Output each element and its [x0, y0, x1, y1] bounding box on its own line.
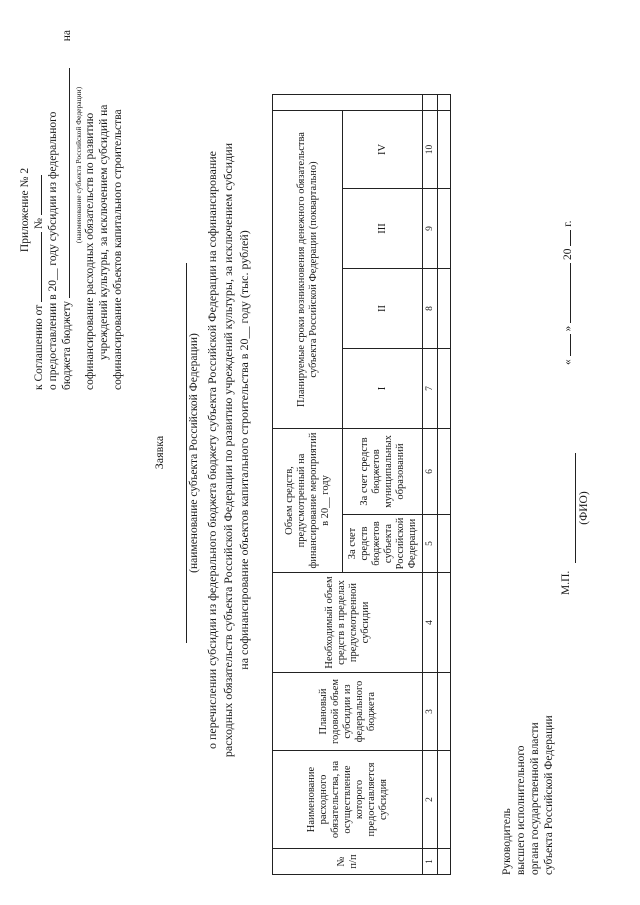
date-day-blank	[570, 334, 571, 356]
header-quarter-3: III	[343, 189, 423, 269]
head-line-1: Руководитель	[501, 808, 513, 875]
column-number: 1	[423, 849, 438, 875]
agreement-date-blank	[41, 232, 42, 302]
header-number: № п/п	[273, 849, 423, 875]
header-municipal-budget: За счет средств бюджетов муниципальных образований	[343, 429, 423, 515]
subject-name-caption: (наименование субъекта Российской Федерации)	[188, 333, 200, 573]
agreement-line	[32, 30, 46, 390]
table-cell	[438, 573, 451, 673]
budget-line	[60, 30, 74, 390]
header-required-volume: Необходимый объем средств в пределах предусмотренной субсидии	[273, 573, 423, 673]
column-number: 6	[423, 429, 438, 515]
date-year-prefix: 20	[562, 248, 574, 260]
column-number: 3	[423, 673, 438, 751]
date-year-suffix: г.	[562, 220, 574, 227]
agreement-number-blank	[41, 175, 42, 215]
table-cell	[438, 751, 451, 849]
fio-underline	[575, 453, 576, 563]
purpose-line-1: о перечислении субсидии из федерального бюджета бюджету субъекта Российской Федерации на софинансирование	[205, 150, 219, 750]
header-quarterly-group: Планируемые сроки возникновения денежного обязательства субъекта Российской Федерации (поквартально)	[273, 111, 343, 429]
subsidy-table	[272, 94, 451, 875]
header-subject-budget: За счет средств бюджетов субъекта Российской Федерации	[343, 515, 423, 573]
construction-line: софинансирование объектов капитального строительства	[112, 109, 124, 390]
subject-name-underline	[186, 263, 187, 643]
date-open-quote: «	[562, 359, 574, 365]
table-header-row-1	[273, 95, 343, 875]
head-line-4: субъекта Российской Федерации	[543, 715, 555, 875]
subsidy-year-line: о предоставлении в 20__ году субсидии из федерального	[47, 111, 59, 390]
column-number: 8	[423, 269, 438, 349]
budget-suffix: на	[61, 30, 73, 42]
column-number: 7	[423, 349, 438, 429]
header-quarter-4: IV	[343, 111, 423, 189]
table-cell	[438, 429, 451, 515]
seal-label: М.П.	[560, 570, 572, 595]
attachment-title: Приложение № 2	[19, 167, 31, 253]
application-purpose	[204, 15, 252, 885]
subject-name-small-caption: (наименование субъекта Российской Федерации)	[74, 86, 83, 244]
table-cell	[438, 189, 451, 269]
fio-caption: (ФИО)	[578, 491, 590, 525]
table-row	[438, 95, 451, 875]
attachment-header	[18, 30, 125, 390]
table-cell	[438, 111, 451, 189]
header-quarter-2: II	[343, 269, 423, 349]
header-planned-volume: Плановый годовой объем субсидии из федерального бюджета	[273, 673, 423, 751]
date-month-blank	[570, 263, 571, 323]
agreement-number-label: №	[33, 218, 45, 230]
column-number-extra	[423, 95, 438, 111]
header-extra-column	[273, 95, 423, 111]
purpose-line-2: расходных обязательств субъекта Российской Федерации по развитию учреждений культуры, за исключением субсидии	[221, 142, 235, 758]
agreement-prefix: к Соглашению от	[33, 304, 45, 390]
table-cell	[438, 673, 451, 751]
culture-line: учреждений культуры, за исключением субсидий на	[98, 104, 110, 360]
header-funding-group: Объем средств, предусмотренный на финансирование мероприятий в 20__ году	[273, 429, 343, 573]
head-of-executive-title	[500, 675, 556, 875]
table-cell	[438, 515, 451, 573]
date-year-blank	[570, 230, 571, 246]
cofinancing-line: софинансирование расходных обязательств по развитию	[84, 112, 96, 390]
table-cell	[438, 849, 451, 875]
column-numbers-row	[423, 95, 438, 875]
table-cell	[438, 349, 451, 429]
table-cell	[438, 95, 451, 111]
header-quarter-1: I	[343, 349, 423, 429]
head-line-3: органа государственной власти	[529, 722, 541, 875]
table-cell	[438, 269, 451, 349]
header-obligation-name: Наименование расходного обязательства, на осуществление которого предоставляется субсидия	[273, 751, 423, 849]
column-number: 10	[423, 111, 438, 189]
column-number: 4	[423, 573, 438, 673]
application-title: Заявка	[152, 435, 166, 470]
head-line-2: высшего исполнительного	[515, 745, 527, 875]
column-number: 5	[423, 515, 438, 573]
signature-date	[562, 220, 574, 365]
column-number: 2	[423, 751, 438, 849]
purpose-line-3: на софинансирование объектов капитального строительства в 20__ году (тыс. рублей)	[237, 230, 251, 670]
date-close-quote: »	[562, 325, 574, 332]
budget-prefix: бюджета бюджету	[61, 301, 73, 390]
column-number: 9	[423, 189, 438, 269]
subject-name-blank	[69, 68, 70, 298]
